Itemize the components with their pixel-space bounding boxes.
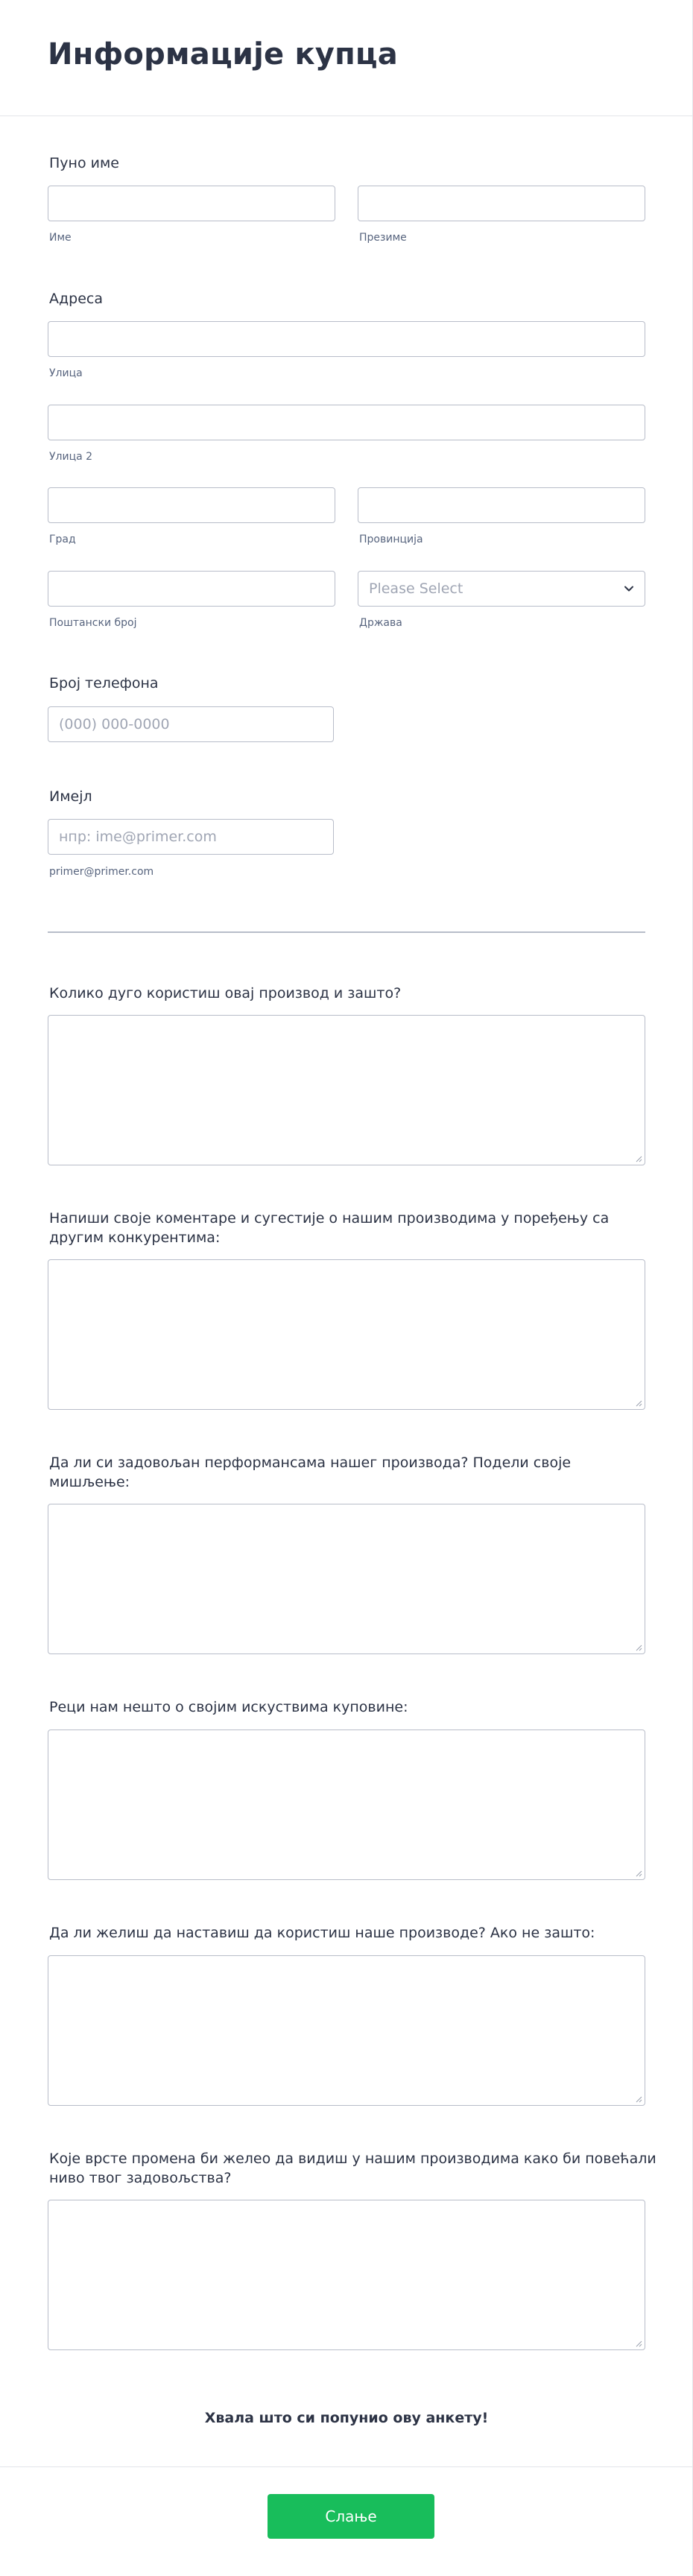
street-input[interactable] [48,321,645,357]
postal-code-sublabel: Поштански број [49,617,137,629]
resize-grip-icon[interactable] [635,1399,642,1407]
first-name-input[interactable] [48,186,335,221]
postal-code-input[interactable] [48,571,335,607]
province-sublabel: Провинција [359,534,423,545]
country-select-value: Please Select [369,580,463,597]
address-label: Адреса [49,291,103,307]
page-title: Информације купца [48,37,398,72]
resize-grip-icon[interactable] [635,2340,642,2347]
section-divider [48,931,645,933]
email-input[interactable] [48,819,334,855]
resize-grip-icon[interactable] [635,1644,642,1651]
question-4-textarea[interactable] [48,1730,645,1880]
thank-you-text: Хвала што си попунио ову анкету! [204,2410,489,2426]
question-label: Које врсте промена би желео да видиш у нашим производима како би повећали ниво твог задовољства? [49,2151,656,2186]
street2-sublabel: Улица 2 [49,451,93,463]
country-select[interactable] [358,571,645,607]
full-name-label: Пуно име [49,155,119,171]
resize-grip-icon[interactable] [635,1155,642,1162]
resize-grip-icon[interactable] [635,2095,642,2103]
question-6-textarea[interactable] [48,2200,645,2350]
submit-button[interactable]: Слање [268,2494,434,2539]
street-sublabel: Улица [49,367,83,379]
question-label: Напиши своје коментаре и сугестије о нашим производима у поређењу са другим конкурентима: [49,1210,610,1246]
city-sublabel: Град [49,534,76,545]
form-header [0,0,693,116]
phone-input[interactable] [48,706,334,742]
street2-input[interactable] [48,405,645,440]
question-label: Реци нам нешто о својим искуствима куповине: [49,1699,408,1715]
chevron-down-icon [624,583,634,594]
last-name-sublabel: Презиме [359,232,407,244]
question-label: Да ли си задовољан перформансама нашег производа? Подели своје мишљење: [49,1455,572,1490]
form-footer [0,2466,693,2576]
question-label: Да ли желиш да наставиш да користиш наше производе? Ако не зашто: [49,1925,595,1941]
email-label: Имејл [49,788,92,805]
first-name-sublabel: Име [49,232,72,244]
phone-label: Број телефона [49,675,159,692]
question-label: Колико дуго користиш овај производ и зашто? [49,985,402,1001]
question-2-textarea[interactable] [48,1259,645,1410]
country-sublabel: Држава [359,617,402,629]
resize-grip-icon[interactable] [635,1870,642,1877]
question-3-textarea[interactable] [48,1504,645,1654]
question-5-textarea[interactable] [48,1955,645,2106]
question-1-textarea[interactable] [48,1015,645,1165]
city-input[interactable] [48,487,335,523]
email-sublabel: primer@primer.com [49,866,154,878]
province-input[interactable] [358,487,645,523]
last-name-input[interactable] [358,186,645,221]
